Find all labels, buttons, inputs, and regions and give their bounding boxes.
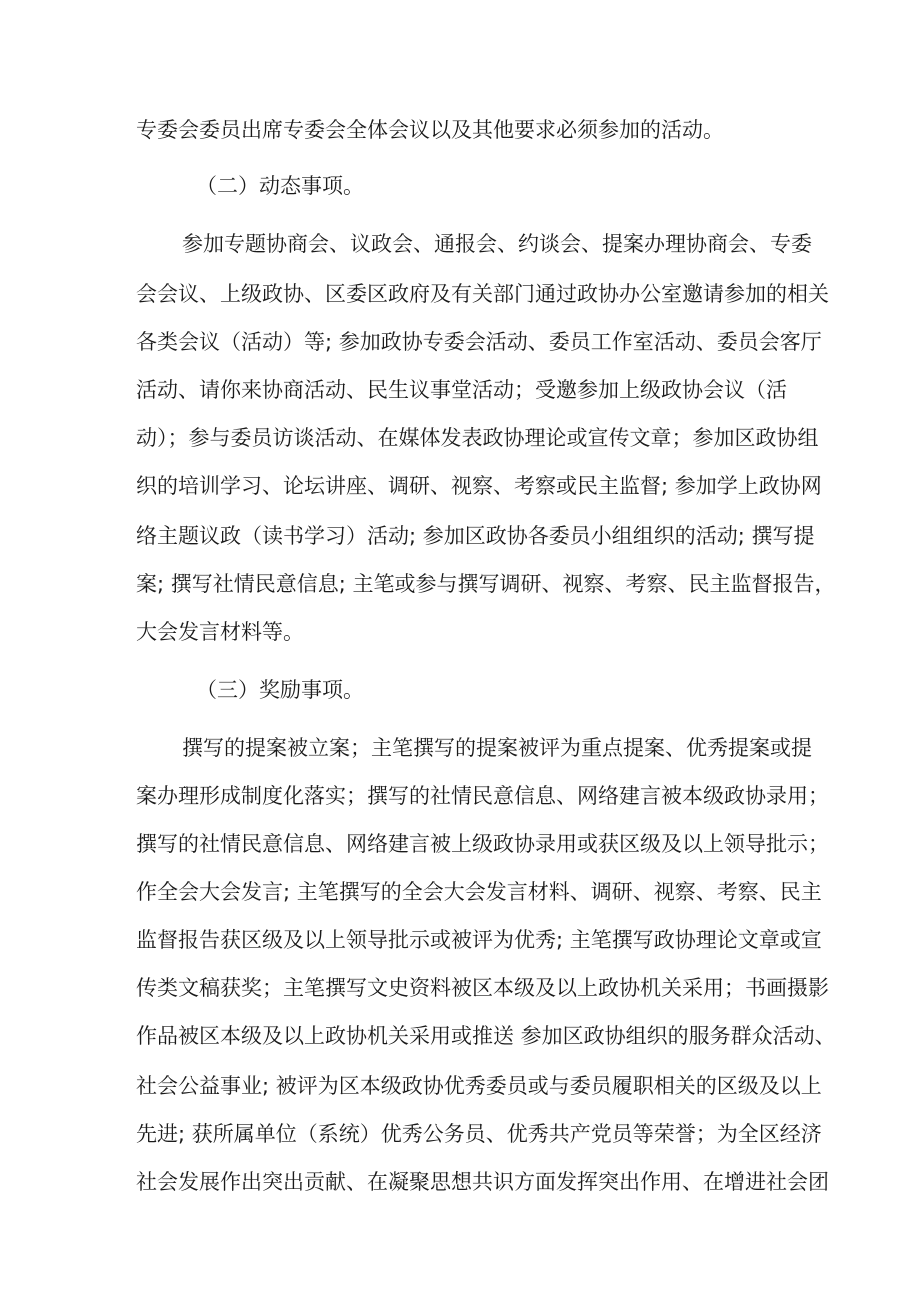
paragraph-line: 传类文稿获奖；主笔撰写文史资料被区本级及以上政协机关采用；书画摄影 — [136, 976, 829, 1000]
paragraph-line: 专委会委员出席专委会全体会议以及其他要求必须参加的活动。 — [136, 118, 724, 142]
paragraph-line: 作全会大会发言; 主笔撰写的全会大会发言材料、调研、视察、考察、民主 — [136, 880, 822, 904]
section-heading-reward: （三）奖励事项。 — [196, 678, 364, 702]
paragraph-line: 各类会议（活动）等; 参加政协专委会活动、委员工作室活动、委员会客厅 — [136, 330, 822, 354]
paragraph-line: 社会发展作出突出贡献、在凝聚思想共识方面发挥突出作用、在增进社会团 — [136, 1170, 829, 1194]
paragraph-line: 监督报告获区级及以上领导批示或被评为优秀; 主笔撰写政协理论文章或宣 — [136, 928, 822, 952]
paragraph-line: 案办理形成制度化落实；撰写的社情民意信息、网络建言被本级政协录用； — [136, 784, 829, 808]
paragraph-line: 活动、请你来协商活动、民生议事堂活动；受邀参加上级政协会议（活 — [136, 378, 787, 402]
paragraph-line: 社会公益事业; 被评为区本级政协优秀委员或与委员履职相关的区级及以上 — [136, 1074, 822, 1098]
paragraph-line: 案; 撰写社情民意信息; 主笔或参与撰写调研、视察、考察、民主监督报告， — [136, 572, 836, 596]
paragraph-line: 撰写的社情民意信息、网络建言被上级政协录用或获区级及以上领导批示； — [136, 832, 829, 856]
paragraph-line: 作品被区本级及以上政协机关采用或推送 参加区政协组织的服务群众活动、 — [136, 1024, 836, 1048]
paragraph-line: 先进; 获所属单位（系统）优秀公务员、优秀共产党员等荣誉；为全区经济 — [136, 1122, 822, 1146]
paragraph-line: 参加专题协商会、议政会、通报会、约谈会、提案办理协商会、专委 — [182, 232, 812, 256]
paragraph-line: 动）；参与委员访谈活动、在媒体发表政协理论或宣传文章；参加区政协组 — [136, 426, 819, 450]
paragraph-line: 撰写的提案被立案；主笔撰写的提案被评为重点提案、优秀提案或提 — [182, 736, 812, 760]
paragraph-line: 织的培训学习、论坛讲座、调研、视察、考察或民主监督; 参加学上政协网 — [136, 474, 822, 498]
paragraph-line: 大会发言材料等。 — [136, 620, 304, 644]
section-heading-dynamic: （二）动态事项。 — [196, 174, 364, 198]
paragraph-line: 络主题议政（读书学习）活动; 参加区政协各委员小组组织的活动; 撰写提 — [136, 524, 815, 548]
paragraph-line: 会会议、上级政协、区委区政府及有关部门通过政协办公室邀请参加的相关 — [136, 282, 829, 306]
